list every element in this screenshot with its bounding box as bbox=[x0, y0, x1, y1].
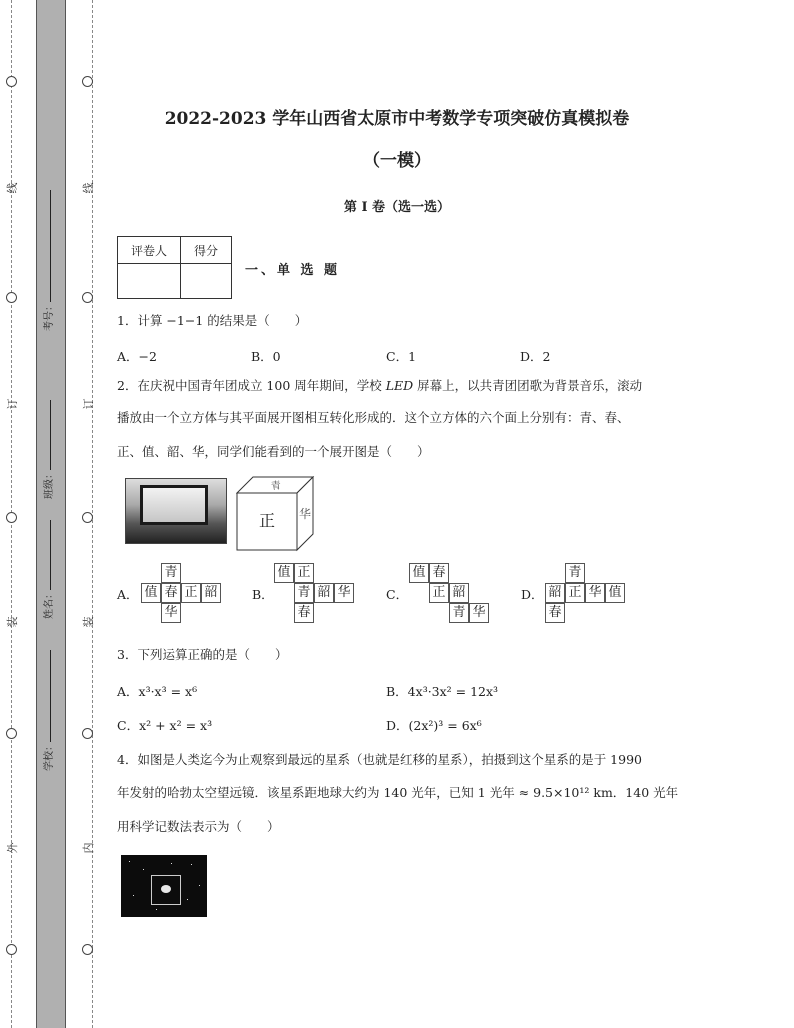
school-field[interactable] bbox=[43, 650, 57, 770]
q1-option-b[interactable]: B．0 bbox=[251, 349, 281, 364]
net-cell: 正 bbox=[181, 583, 201, 603]
binding-hole bbox=[82, 512, 93, 523]
cube-front-label: 正 bbox=[258, 511, 276, 530]
margin-char-zhuang: 装 bbox=[82, 616, 95, 628]
led-screen bbox=[140, 485, 208, 525]
name-field[interactable] bbox=[43, 520, 57, 618]
margin-char-wai: 外 bbox=[6, 842, 19, 854]
cube-top-label: 青 bbox=[270, 480, 282, 493]
q2-led: LED bbox=[385, 378, 414, 393]
margin-char-ding: 订 bbox=[82, 398, 95, 410]
paper-subtitle: （一模） bbox=[363, 151, 431, 171]
question-4-line-3: 用科学记数法表示为（ ） bbox=[117, 819, 280, 834]
question-4-line-2: 年发射的哈勃太空望远镜．该星系距地球大约为 140 光年，已知 1 光年 ≈ 9.5×10¹² km．140 光年 bbox=[117, 785, 679, 800]
net-option-c[interactable] bbox=[409, 563, 491, 623]
net-cell: 正 bbox=[294, 563, 314, 583]
paper-title: 2022-2023 学年山西省太原市中考数学专项突破仿真模拟卷 bbox=[164, 109, 630, 129]
q2-option-c-label[interactable]: C． bbox=[386, 587, 409, 602]
grader-header: 评卷人 bbox=[118, 237, 181, 264]
score-header: 得分 bbox=[181, 237, 232, 264]
binding-hole bbox=[6, 944, 17, 955]
net-cell: 正 bbox=[429, 583, 449, 603]
net-option-a[interactable] bbox=[141, 563, 223, 623]
score-table bbox=[117, 236, 232, 299]
binding-strip bbox=[36, 0, 66, 1028]
net-cell: 春 bbox=[294, 603, 314, 623]
net-option-b[interactable] bbox=[274, 563, 356, 623]
binding-hole bbox=[82, 292, 93, 303]
question-4-line-1: 4．如图是人类迄今为止观察到最远的星系（也就是红移的星系），拍摄到这个星系的是于 1990 bbox=[117, 752, 642, 767]
section-title: 第 I 卷（选一选） bbox=[343, 200, 451, 215]
q2-text-a: 2．在庆祝中国青年团成立 100 周年期间，学校 bbox=[117, 378, 386, 393]
net-cell: 青 bbox=[449, 603, 469, 623]
question-1-stem: 1．计算 −1−1 的结果是（ ） bbox=[117, 313, 308, 328]
binding-hole bbox=[6, 512, 17, 523]
net-cell: 春 bbox=[429, 563, 449, 583]
net-cell: 正 bbox=[565, 583, 585, 603]
binding-hole bbox=[6, 76, 17, 87]
net-cell: 值 bbox=[141, 583, 161, 603]
q1-option-c[interactable]: C．1 bbox=[386, 349, 417, 364]
class-field[interactable] bbox=[43, 400, 57, 498]
net-cell: 韶 bbox=[449, 583, 469, 603]
q2-option-a-label[interactable]: A． bbox=[117, 587, 139, 602]
binding-hole bbox=[82, 76, 93, 87]
q2-option-d-label[interactable]: D． bbox=[521, 587, 544, 602]
q2-text-b: 屏幕上，以共青团团歌为背景音乐，滚动 bbox=[413, 378, 643, 393]
question-3-stem: 3．下列运算正确的是（ ） bbox=[117, 647, 288, 662]
part-title: 一、单 选 题 bbox=[245, 263, 341, 278]
question-2-line-3: 正、值、韶、华，同学们能看到的一个展开图是（ ） bbox=[117, 444, 430, 459]
net-cell: 华 bbox=[585, 583, 605, 603]
binding-hole bbox=[82, 944, 93, 955]
binding-hole bbox=[6, 292, 17, 303]
exam-number-label: 考号： bbox=[44, 301, 55, 331]
class-label: 班级： bbox=[44, 469, 55, 499]
name-label: 姓名： bbox=[44, 589, 55, 619]
grader-cell[interactable] bbox=[118, 264, 181, 299]
net-cell: 青 bbox=[294, 583, 314, 603]
net-cell: 华 bbox=[469, 603, 489, 623]
net-cell: 值 bbox=[274, 563, 294, 583]
net-cell: 青 bbox=[161, 563, 181, 583]
exam-number-field[interactable] bbox=[43, 190, 57, 330]
net-cell: 韶 bbox=[545, 583, 565, 603]
galaxy-photo bbox=[121, 855, 207, 917]
q3-option-a[interactable]: A．x³·x³ = x⁶ bbox=[117, 684, 198, 699]
net-cell: 韶 bbox=[314, 583, 334, 603]
net-option-d[interactable] bbox=[545, 563, 627, 623]
net-cell: 华 bbox=[161, 603, 181, 623]
margin-char-nei: 内 bbox=[82, 842, 95, 854]
net-cell: 韶 bbox=[201, 583, 221, 603]
margin-char-zhuang: 装 bbox=[6, 616, 19, 628]
net-cell: 值 bbox=[409, 563, 429, 583]
net-cell: 华 bbox=[334, 583, 354, 603]
question-2-line-2: 播放由一个立方体与其平面展开图相互转化形成的．这个立方体的六个面上分别有：青、春、 bbox=[117, 410, 630, 425]
net-cell: 值 bbox=[605, 583, 625, 603]
question-2-line-1 bbox=[117, 377, 642, 395]
school-label: 学校： bbox=[44, 741, 55, 771]
q2-option-b-label[interactable]: B． bbox=[252, 587, 274, 602]
net-cell: 春 bbox=[545, 603, 565, 623]
binding-hole bbox=[82, 728, 93, 739]
cube-figure bbox=[236, 476, 316, 552]
binding-hole bbox=[6, 728, 17, 739]
q3-option-c[interactable]: C．x² + x² = x³ bbox=[117, 718, 213, 733]
margin-char-xian: 线 bbox=[6, 182, 19, 194]
net-cell: 青 bbox=[565, 563, 585, 583]
q1-option-d[interactable]: D．2 bbox=[520, 349, 551, 364]
q3-option-b[interactable]: B．4x³·3x² = 12x³ bbox=[386, 684, 499, 699]
score-cell[interactable] bbox=[181, 264, 232, 299]
margin-char-xian: 线 bbox=[82, 182, 95, 194]
margin-char-ding: 订 bbox=[6, 398, 19, 410]
q1-option-a[interactable]: A．−2 bbox=[117, 349, 157, 364]
q3-option-d[interactable]: D．(2x²)³ = 6x⁶ bbox=[386, 718, 482, 733]
galaxy-blob bbox=[161, 885, 171, 893]
net-cell: 春 bbox=[161, 583, 181, 603]
led-screen-photo bbox=[125, 478, 227, 544]
cube-side-label: 华 bbox=[298, 507, 312, 521]
